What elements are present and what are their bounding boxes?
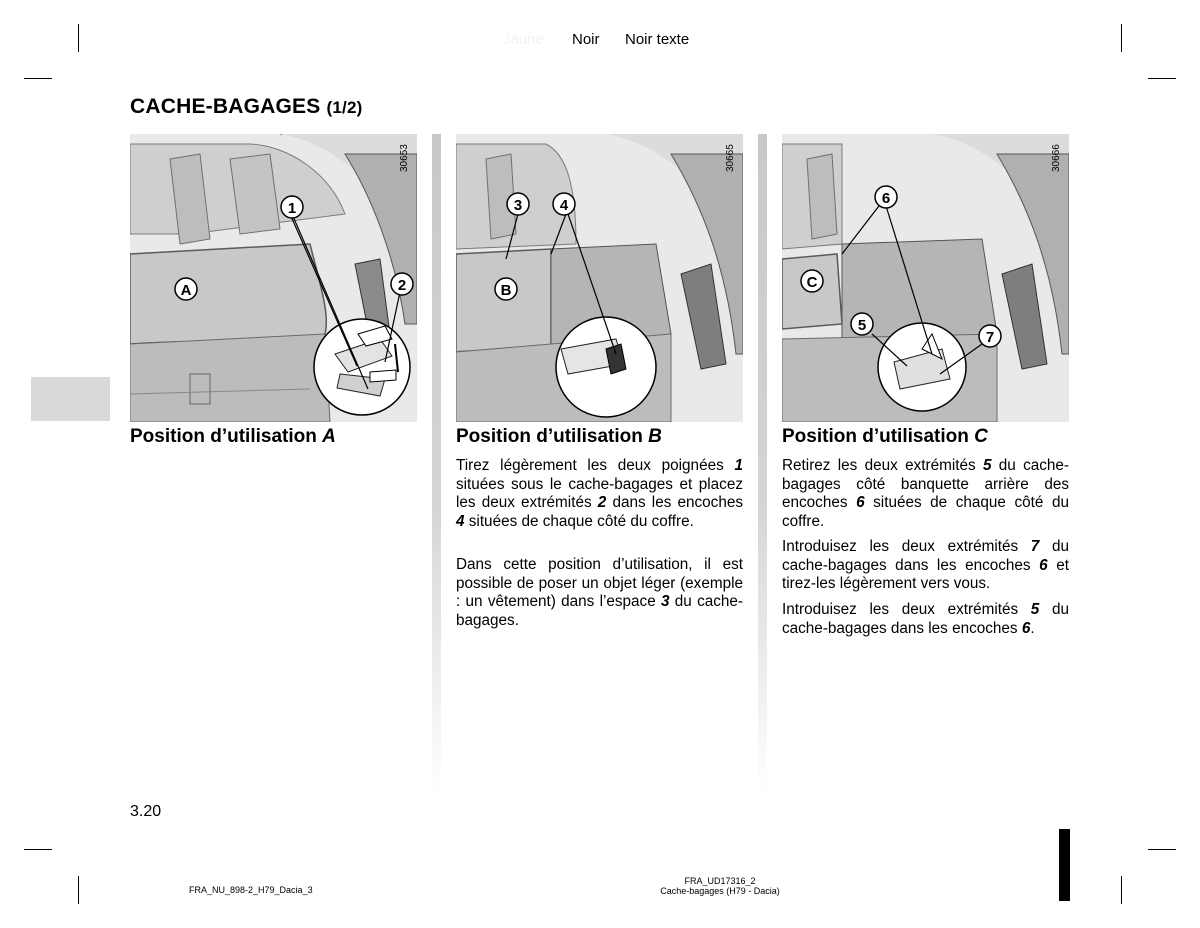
section-tab-marker xyxy=(31,377,110,421)
heading-position-c xyxy=(782,426,988,448)
figure-position-b xyxy=(456,134,743,422)
callout-6: 6 xyxy=(881,190,891,207)
heading-prefix: Position d’utilisation xyxy=(130,426,317,447)
crop-mark xyxy=(78,24,79,52)
paragraph-b-1: Tirez légèrement les deux poignées 1 situées sous le cache-bagages et placez les deux extrémités 2 dans les encoches 4 situées de chaque côté du coffre. xyxy=(456,457,743,530)
callout-4: 4 xyxy=(559,197,569,214)
position-label-b: B xyxy=(500,282,512,299)
figure-code-c: 30666 xyxy=(1051,144,1062,172)
crop-mark xyxy=(78,876,79,904)
page-title-sub: (1/2) xyxy=(326,98,363,117)
heading-letter: A xyxy=(322,426,336,447)
color-label-yellow: Jaune xyxy=(503,31,544,48)
callout-2: 2 xyxy=(397,277,407,294)
trunk-illustration-b xyxy=(456,134,743,422)
figure-code-b: 30665 xyxy=(725,144,736,172)
color-label-black: Noir xyxy=(572,31,600,48)
paragraph-c-3: Introduisez les deux extrémités 5 du cache-bagages dans les encoches 6. xyxy=(782,601,1069,637)
paragraph-c-2: Introduisez les deux extrémités 7 du cache-bagages dans les encoches 6 et tirez-les légèrement vers vous. xyxy=(782,538,1069,593)
crop-mark xyxy=(1121,24,1122,52)
callout-5: 5 xyxy=(857,317,867,334)
heading-position-b xyxy=(456,426,662,448)
heading-letter: B xyxy=(648,426,662,447)
footer-ref-code: FRA_UD17316_2 xyxy=(684,876,756,886)
figure-code-a: 30653 xyxy=(399,144,410,172)
trunk-illustration-c xyxy=(782,134,1069,422)
figure-position-c xyxy=(782,134,1069,422)
crop-mark xyxy=(1148,849,1176,850)
position-label-a: A xyxy=(180,282,192,299)
figure-position-a xyxy=(130,134,417,422)
color-label-black-text: Noir texte xyxy=(625,31,690,48)
page-title-main: CACHE-BAGAGES xyxy=(130,95,321,118)
footer-ref-title: Cache-bagages (H79 - Dacia) xyxy=(660,886,780,896)
column-separator xyxy=(432,134,441,794)
crop-mark xyxy=(24,849,52,850)
thumb-index-bar xyxy=(1059,829,1070,901)
footer-section-ref xyxy=(560,876,880,896)
crop-mark xyxy=(1148,78,1176,79)
callout-1: 1 xyxy=(287,200,297,217)
heading-letter: C xyxy=(974,426,988,447)
callout-7: 7 xyxy=(985,329,995,346)
paragraph-c-1: Retirez les deux extrémités 5 du cache-bagages côté banquette arrière des encoches 6 situées de chaque côté du coffre. xyxy=(782,457,1070,530)
column-separator xyxy=(758,134,767,794)
heading-prefix: Position d’utilisation xyxy=(456,426,643,447)
footer-doc-code: FRA_NU_898-2_H79_Dacia_3 xyxy=(189,885,313,895)
trunk-illustration-a xyxy=(130,134,417,422)
heading-prefix: Position d’utilisation xyxy=(782,426,969,447)
heading-position-a xyxy=(130,426,336,448)
crop-mark xyxy=(1121,876,1122,904)
paragraph-b-2: Dans cette position d’utilisation, il est possible de poser un objet léger (exemple : un vêtement) dans l’espace 3 du cache-bagages. xyxy=(456,556,743,629)
page-title xyxy=(130,95,362,119)
page-number: 3.20 xyxy=(130,803,162,820)
callout-3: 3 xyxy=(513,197,523,214)
crop-mark xyxy=(24,78,52,79)
position-label-c: C xyxy=(806,274,818,291)
